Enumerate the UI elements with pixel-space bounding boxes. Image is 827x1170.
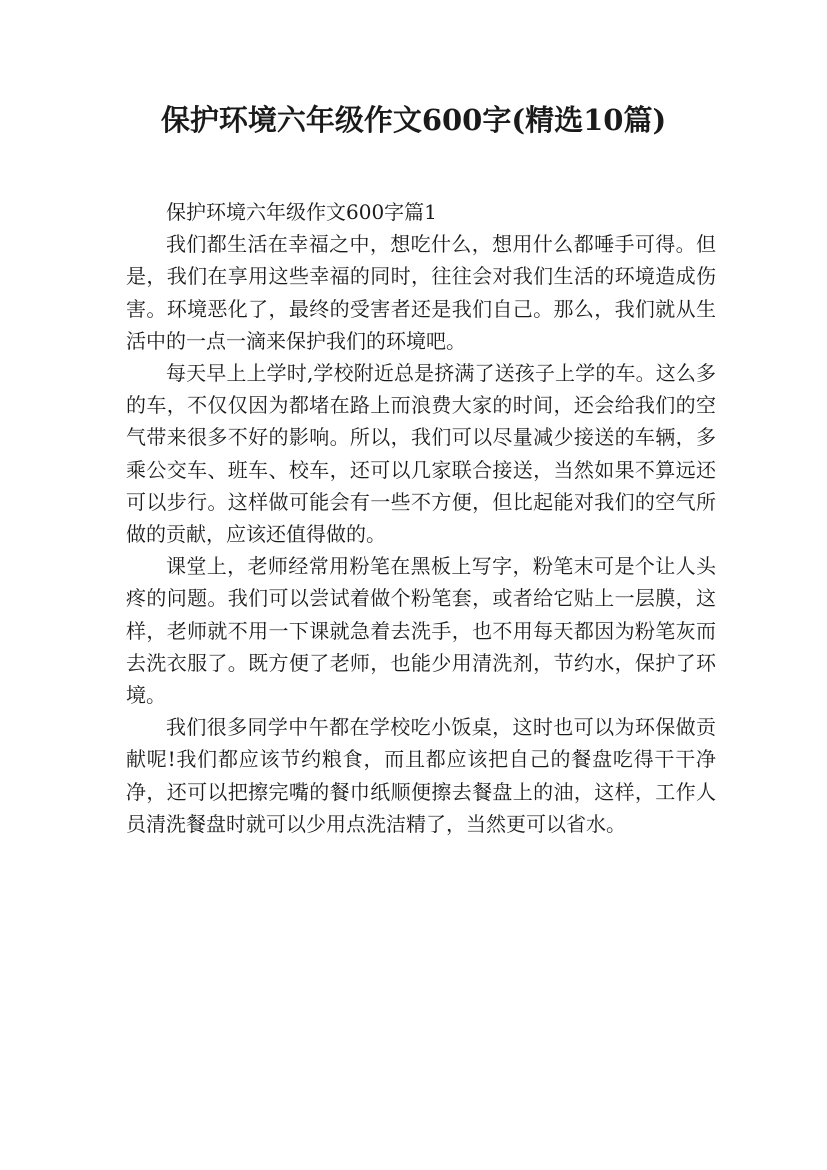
paragraph-4: 我们很多同学中午都在学校吃小饭桌，这时也可以为环保做贡献呢!我们都应该节约粮食，而且都应该把自己的餐盘吃得干干净净，还可以把擦完嘴的餐巾纸顺便擦去餐盘上的油，这样，工作人员清洗餐盘时就可以少用点洗洁精了，当然更可以省水。 (126, 715, 716, 836)
document-body (126, 196, 716, 840)
document-title: 保护环境六年级作文600字(精选10篇) (160, 103, 667, 137)
paragraph-2: 每天早上上学时,学校附近总是挤满了送孩子上学的车。这么多的车，不仅仅因为都堵在路上而浪费大家的时间，还会给我们的空气带来很多不好的影响。所以，我们可以尽量减少接送的车辆，多乘公交车、班车、校车，还可以几家联合接送，当然如果不算远还可以步行。这样做可能会有一些不方便，但比起能对我们的空气所做的贡献，应该还值得做的。 (126, 361, 716, 547)
section-heading: 保护环境六年级作文600字篇1 (166, 200, 437, 224)
paragraph-1: 我们都生活在幸福之中，想吃什么，想用什么都唾手可得。但是，我们在享用这些幸福的同时，往往会对我们生活的环境造成伤害。环境恶化了，最终的受害者还是我们自己。那么，我们就从生活中的一点一滴来保护我们的环境吧。 (126, 232, 716, 353)
paragraph-3: 课堂上，老师经常用粉笔在黑板上写字，粉笔末可是个让人头疼的问题。我们可以尝试着做个粉笔套，或者给它贴上一层膜，这样，老师就不用一下课就急着去洗手，也不用每天都因为粉笔灰而去洗衣服了。既方便了老师，也能少用清洗剂，节约水，保护了环境。 (126, 554, 716, 708)
